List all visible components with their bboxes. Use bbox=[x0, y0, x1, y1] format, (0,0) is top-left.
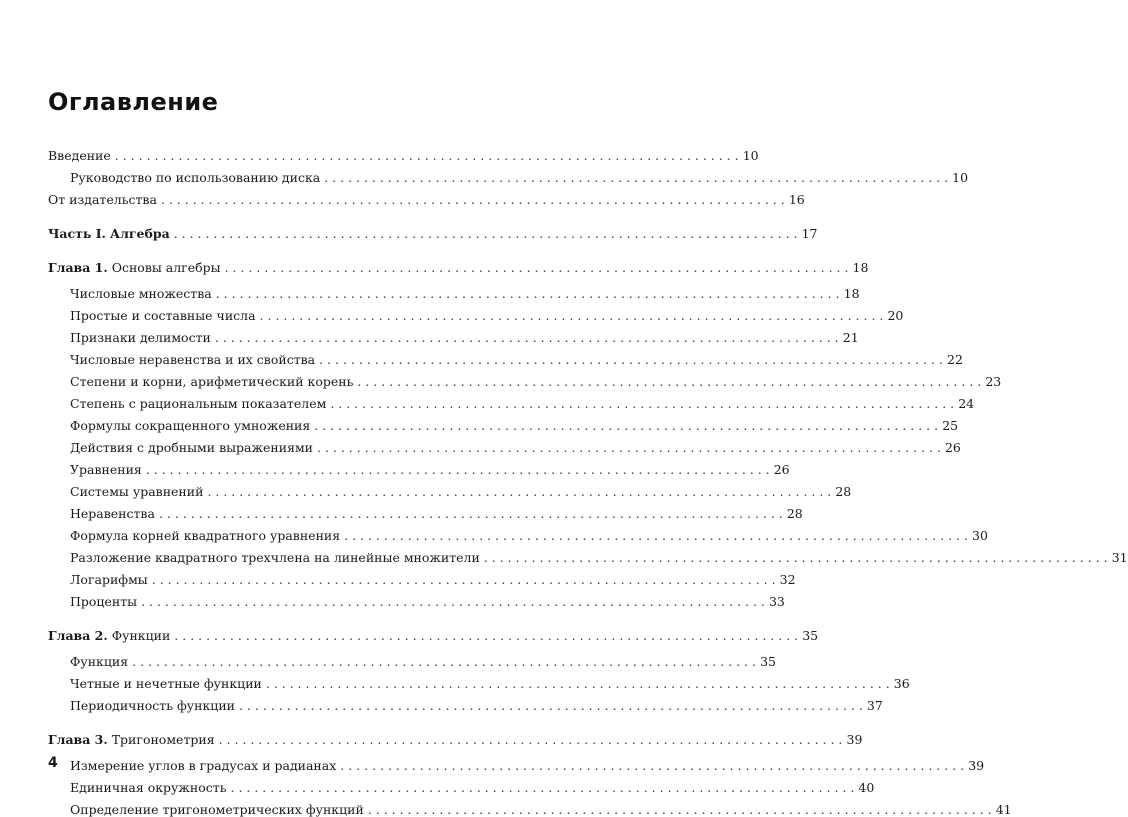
chapter-prefix: Глава 3. bbox=[48, 732, 108, 747]
chapter-title: Тригонометрия bbox=[111, 732, 215, 747]
toc-entry-title: Системы уравнений bbox=[70, 484, 204, 499]
toc-entry[interactable] bbox=[48, 345, 963, 367]
toc-entry-title: От издательства bbox=[48, 192, 157, 207]
toc-entry-title: Четные и нечетные функции bbox=[70, 676, 262, 691]
toc-entry-publisher[interactable] bbox=[48, 185, 805, 207]
leader-dots bbox=[115, 148, 739, 163]
toc-page-number: 30 bbox=[972, 528, 988, 543]
toc-entry-title: Измерение углов в градусах и радианах bbox=[70, 758, 337, 773]
toc-entry[interactable] bbox=[48, 773, 875, 795]
part-prefix: Часть I. bbox=[48, 226, 106, 241]
toc-entry[interactable] bbox=[48, 751, 985, 773]
toc-entry-title: Числовые множества bbox=[70, 286, 212, 301]
leader-dots bbox=[344, 528, 968, 543]
leader-dots bbox=[260, 308, 884, 323]
toc-page-number: 20 bbox=[887, 308, 904, 323]
toc-entry[interactable] bbox=[48, 301, 904, 323]
leader-dots bbox=[239, 698, 863, 713]
toc-entry[interactable] bbox=[48, 691, 883, 713]
leader-dots bbox=[484, 550, 1108, 565]
leader-dots bbox=[219, 732, 843, 747]
toc-page-number: 40 bbox=[858, 780, 875, 795]
toc-page-number: 28 bbox=[835, 484, 852, 499]
toc-page-number: 37 bbox=[866, 698, 883, 713]
toc-entry-part-1[interactable] bbox=[48, 219, 818, 241]
leader-dots bbox=[225, 260, 849, 275]
toc-entry-title: Степень с рациональным показателем bbox=[70, 396, 327, 411]
toc-entry-intro[interactable] bbox=[48, 141, 759, 163]
leader-dots bbox=[319, 352, 943, 367]
toc-entry[interactable] bbox=[48, 433, 961, 455]
toc-page-number: 18 bbox=[843, 286, 860, 301]
leader-dots bbox=[266, 676, 890, 691]
leader-dots bbox=[368, 802, 992, 817]
toc-entry-chapter-3[interactable] bbox=[48, 725, 863, 747]
leader-dots bbox=[141, 594, 765, 609]
toc-entry-disk-guide[interactable] bbox=[48, 163, 969, 185]
toc-entry[interactable] bbox=[48, 477, 852, 499]
toc-entry-title: Числовые неравенства и их свойства bbox=[70, 352, 316, 367]
toc-page-number: 23 bbox=[985, 374, 1002, 389]
leader-dots bbox=[317, 440, 941, 455]
toc-entry-title: Руководство по использованию диска bbox=[70, 170, 321, 185]
toc-entry-title: Действия с дробными выражениями bbox=[70, 440, 314, 455]
toc-entry[interactable] bbox=[48, 499, 803, 521]
toc-entry-title: Введение bbox=[48, 148, 111, 163]
leader-dots bbox=[324, 170, 948, 185]
leader-dots bbox=[161, 192, 785, 207]
toc-entry[interactable] bbox=[48, 411, 959, 433]
leader-dots bbox=[174, 226, 798, 241]
toc-entry[interactable] bbox=[48, 279, 860, 301]
toc-page-number: 22 bbox=[947, 352, 963, 367]
toc-entry-title: Признаки делимости bbox=[70, 330, 211, 345]
toc-page-number: 17 bbox=[801, 226, 818, 241]
toc-entry-title bbox=[48, 226, 170, 241]
leader-dots bbox=[152, 572, 776, 587]
toc-entry[interactable] bbox=[48, 389, 975, 411]
part-title: Алгебра bbox=[109, 226, 170, 241]
page-title: Оглавление bbox=[48, 88, 219, 116]
toc-entry-title: Разложение квадратного трехчлена на линейные множители bbox=[70, 550, 480, 565]
toc-page-number: 25 bbox=[942, 418, 959, 433]
toc-entry[interactable] bbox=[48, 565, 796, 587]
toc-entry-title: Уравнения bbox=[70, 462, 142, 477]
toc-entry-title: Единичная окружность bbox=[70, 780, 227, 795]
chapter-prefix: Глава 2. bbox=[48, 628, 108, 643]
toc-entry[interactable] bbox=[48, 587, 785, 609]
leader-dots bbox=[340, 758, 964, 773]
toc-entry[interactable] bbox=[48, 323, 859, 345]
leader-dots bbox=[216, 286, 840, 301]
toc-page-number: 26 bbox=[944, 440, 961, 455]
toc-entry[interactable] bbox=[48, 543, 1128, 565]
toc-page-number: 28 bbox=[786, 506, 803, 521]
toc-entry[interactable] bbox=[48, 455, 790, 477]
toc-entry-title: Простые и составные числа bbox=[70, 308, 256, 323]
leader-dots bbox=[146, 462, 770, 477]
toc-entry[interactable] bbox=[48, 669, 910, 691]
leader-dots bbox=[174, 628, 798, 643]
toc-page-number: 10 bbox=[952, 170, 969, 185]
toc-entry-title: Логарифмы bbox=[70, 572, 148, 587]
leader-dots bbox=[314, 418, 938, 433]
toc-entry-title: Неравенства bbox=[70, 506, 155, 521]
leader-dots bbox=[330, 396, 954, 411]
toc-entry-title: Определение тригонометрических функций bbox=[70, 802, 364, 817]
toc-page-number: 18 bbox=[852, 260, 869, 275]
page-number: 4 bbox=[48, 755, 58, 771]
toc-page-number: 41 bbox=[995, 802, 1012, 817]
toc-page-number: 39 bbox=[968, 758, 985, 773]
chapter-prefix: Глава 1. bbox=[48, 260, 108, 275]
toc-page-number: 35 bbox=[802, 628, 819, 643]
toc-entry-chapter-2[interactable] bbox=[48, 621, 819, 643]
leader-dots bbox=[357, 374, 981, 389]
toc-page-number: 10 bbox=[742, 148, 759, 163]
toc-page-number: 21 bbox=[842, 330, 859, 345]
toc-entry-title: Периодичность функции bbox=[70, 698, 235, 713]
toc-entry-title bbox=[48, 628, 170, 643]
leader-dots bbox=[215, 330, 839, 345]
chapter-title: Основы алгебры bbox=[111, 260, 221, 275]
toc-page-number: 35 bbox=[760, 654, 776, 669]
toc-page-number: 16 bbox=[788, 192, 805, 207]
toc-entry-title: Степени и корни, арифметический корень bbox=[70, 374, 354, 389]
leader-dots bbox=[207, 484, 831, 499]
leader-dots bbox=[132, 654, 756, 669]
toc-entry-title: Формулы сокращенного умножения bbox=[70, 418, 311, 433]
toc-page-number: 36 bbox=[893, 676, 910, 691]
toc-page-number: 31 bbox=[1111, 550, 1128, 565]
table-of-contents bbox=[48, 141, 1128, 817]
toc-entry-chapter-1[interactable] bbox=[48, 253, 869, 275]
toc-page-number: 26 bbox=[773, 462, 790, 477]
toc-entry-title bbox=[48, 732, 215, 747]
toc-entry-title: Функция bbox=[70, 654, 129, 669]
toc-entry[interactable] bbox=[48, 647, 776, 669]
toc-page-number: 32 bbox=[779, 572, 796, 587]
toc-entry-title: Проценты bbox=[70, 594, 138, 609]
toc-entry[interactable] bbox=[48, 795, 1012, 817]
toc-entry-title: Формула корней квадратного уравнения bbox=[70, 528, 341, 543]
toc-page-number: 24 bbox=[958, 396, 975, 411]
leader-dots bbox=[231, 780, 855, 795]
leader-dots bbox=[159, 506, 783, 521]
toc-entry[interactable] bbox=[48, 521, 988, 543]
chapter-title: Функции bbox=[111, 628, 171, 643]
toc-page-number: 39 bbox=[846, 732, 863, 747]
toc-page-number: 33 bbox=[768, 594, 785, 609]
toc-entry[interactable] bbox=[48, 367, 1002, 389]
toc-entry-title bbox=[48, 260, 221, 275]
